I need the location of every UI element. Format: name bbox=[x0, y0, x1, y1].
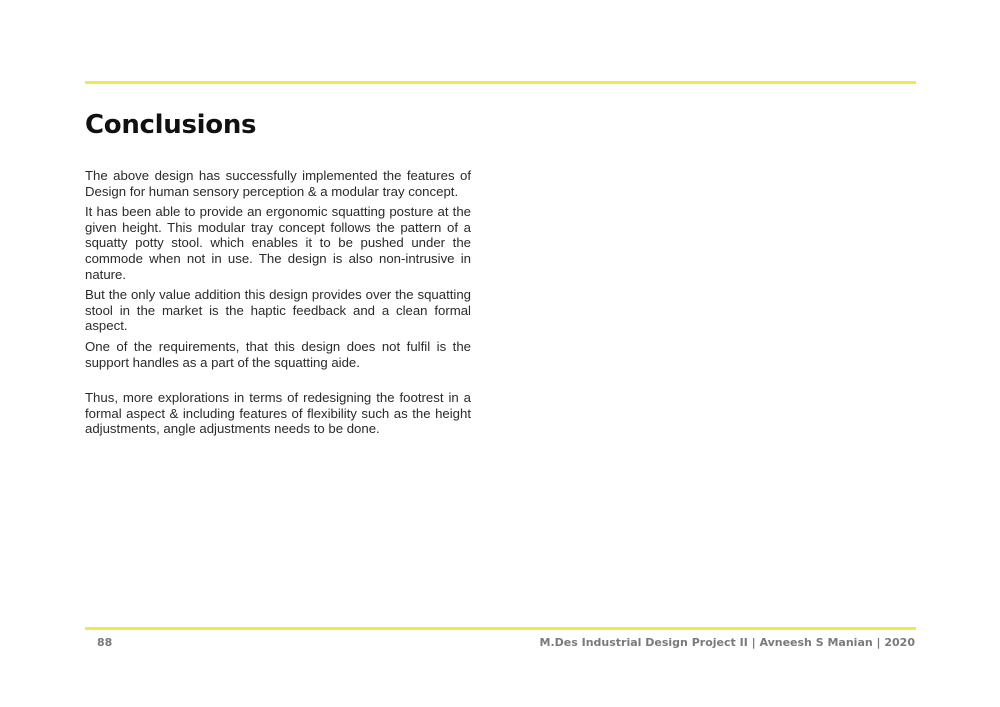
page-title: Conclusions bbox=[85, 110, 257, 140]
paragraph-4: One of the requirements, that this design does not fulfil is the support handles as a part of the squatting aide. bbox=[85, 338, 471, 370]
paragraph-2: It has been able to provide an ergonomic squatting posture at the given height. This modular tray concept follows the pattern of a squatty potty stool. which enables it to be pushed under the commode when not in use. The design is also non-intrusive in nature. bbox=[85, 204, 471, 282]
conclusions-body bbox=[85, 168, 471, 442]
footer-credit: M.Des Industrial Design Project II | Avneesh S Manian | 2020 bbox=[539, 636, 915, 649]
paragraph-1: The above design has successfully implemented the features of Design for human sensory perception & a modular tray concept. bbox=[85, 168, 471, 199]
page-number: 88 bbox=[97, 636, 113, 649]
bottom-divider bbox=[85, 627, 916, 630]
paragraph-5: Thus, more explorations in terms of redesigning the footrest in a formal aspect & including features of flexibility such as the height adjustments, angle adjustments needs to be done. bbox=[85, 390, 471, 437]
top-divider bbox=[85, 81, 916, 84]
paragraph-3: But the only value addition this design provides over the squatting stool in the market is the haptic feedback and a clean formal aspect. bbox=[85, 287, 471, 334]
